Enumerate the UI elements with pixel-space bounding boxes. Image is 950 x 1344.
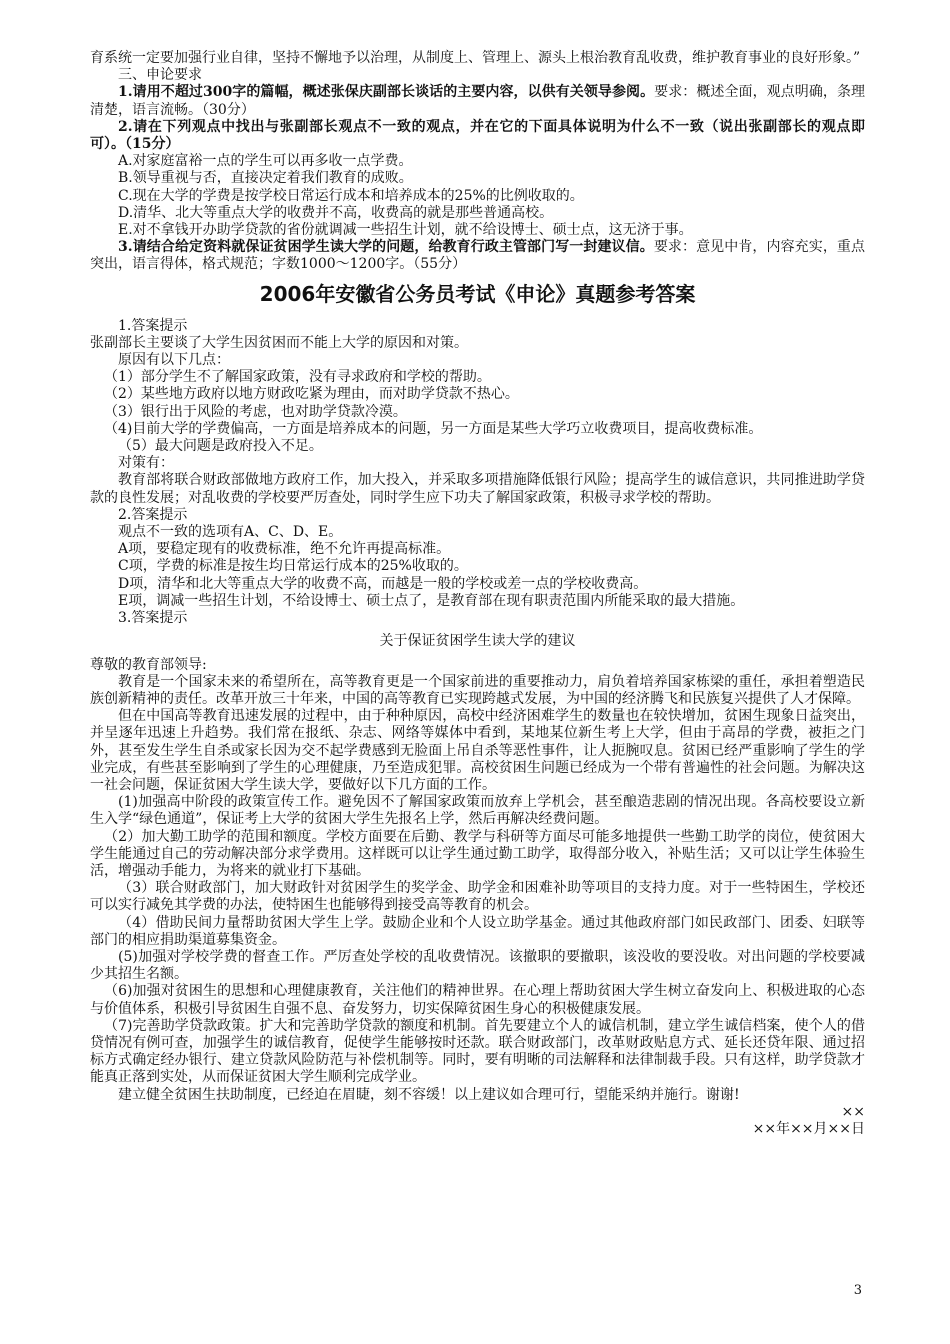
answer-2-item: E项，调减一些招生计划，不给设博士、硕士点了，是教育部在现有职责范围内所能采取的最大措施。 xyxy=(118,592,745,609)
answer-2-item: C项，学费的标准是按生均日常运行成本的25%收取的。 xyxy=(118,558,468,575)
option-b: B.领导重视与否，直接决定着我们教育的成败。 xyxy=(118,170,413,187)
question-1-prompt: 1.请用不超过300字的篇幅，概述张保庆副部长谈话的主要内容，以供有关领导参阅。 xyxy=(118,84,655,101)
answer-title: 2006年安徽省公务员考试《申论》真题参考答案 xyxy=(259,281,696,306)
answer-2-heading: 2.答案提示 xyxy=(118,506,188,523)
reason-item: （3）银行出于风险的考虑，也对助学贷款冷漠。 xyxy=(104,403,407,420)
reason-item: （1）部分学生不了解国家政策，没有寻求政府和学校的帮助。 xyxy=(104,369,491,386)
answer-1-paragraph: 教育部将联合财政部做地方政府工作，加大投入，并采取多项措施降低银行风险；提高学生的诚信意识，共同推进助学贷款的良性发展；对乱收费的学校要严厉查处，同时学生应下功夫了解国家政策，积极寻求学校的帮助。 xyxy=(90,472,865,506)
question-3-requirements: 要求：意见中肯，内容充实，重点突出，语言得体，格式规范；字数1000～1200字。（55分） xyxy=(90,239,865,273)
letter-salutation: 尊敬的教育部领导: xyxy=(90,656,207,673)
body-paragraph: 育系统一定要加强行业自律，坚持不懈地予以治理，从制度上、管理上、源头上根治教育乱收费，维护教育事业的良好形象。” xyxy=(90,50,861,66)
answer-2-item: D项，清华和北大等重点大学的收费不高，而越是一般的学校或差一点的学校收费高。 xyxy=(118,575,648,592)
answer-1-line: 张副部长主要谈了大学生因贫困而不能上大学的原因和对策。 xyxy=(90,334,468,351)
option-a: A.对家庭富裕一点的学生可以再多收一点学费。 xyxy=(118,153,413,170)
reason-item: （4)目前大学的学费偏高，一方面是培养成本的问题，另一方面是某些大学巧立收费项目，提高收费标准。 xyxy=(104,420,763,437)
question-1-requirements: 要求：概述全面，观点明确，条理清楚，语言流畅。（30分） xyxy=(90,84,866,118)
answer-3-heading: 3.答案提示 xyxy=(118,610,188,627)
letter-paragraph: 但在中国高等教育迅速发展的过程中，由于种种原因，高校中经济困难学生的数量也在较快增加，贫困生现象日益突出，并呈逐年迅速上升趋势。我们常在报纸、杂志、网络等媒体中看到，某地某位新生考上大学，但由于高昂的学费，被拒之门外，甚至发生学生自杀或家长因为交不起学费感到无脸面上吊自杀等恶性事件，让人扼腕叹息。贫困已经严重影响了学生的学业完成，有些甚至影响到了学生的心理健康，乃至造成犯罪。高校贫困生问题已经成为一个带有普遍性的社会问题。为解决这一社会问题，保证贫困大学生读大学，要做好以下几方面的工作。 xyxy=(90,708,865,793)
suggestion-item: （2）加大勤工助学的范围和额度。学校方面要在后勤、教学与科研等方面尽可能多地提供一些勤工助学的岗位，使贫困大学生能通过自己的劳动解决部分求学费用。这样既可以让学生通过勤工助学，取得部分收入，补贴生活；又可以让学生体验生活，增强动手能力，为将来的就业打下基础。 xyxy=(90,828,865,879)
suggestion-item: （6)加强对贫困生的思想和心理健康教育，关注他们的精神世界。在心理上帮助贫困大学生树立奋发向上、积极进取的心态与价值体系，积极引导贫困生自强不息、奋发努力，切实保障贫困生身心的积极健康发展。 xyxy=(90,983,865,1017)
letter-signature: ×× xyxy=(841,1103,865,1120)
answer-2-line: 观点不一致的选项有A、C、D、E。 xyxy=(118,524,343,541)
suggestion-item: （3）联合财政部门，加大财政针对贫困学生的奖学金、助学金和困难补助等项目的支持力度。对于一些特困生，学校还可以实行减免其学费的办法，使特困生也能够得到接受高等教育的机会。 xyxy=(90,880,865,914)
question-3-prompt: 3.请结合给定资料就保证贫困学生读大学的问题，给教育行政主管部门写一封建议信。 xyxy=(118,239,654,256)
question-1 xyxy=(90,84,865,118)
answer-1-line: 原因有以下几点： xyxy=(118,352,230,369)
question-2: 2.请在下列观点中找出与张副部长观点不一致的观点，并在它的下面具体说明为什么不一致（说出张副部长的观点即可）。（15分） xyxy=(90,118,865,153)
option-d: D.清华、北大等重点大学的收费并不高，收费高的就是那些普通高校。 xyxy=(118,204,554,221)
letter-paragraph: 教育是一个国家未来的希望所在，高等教育更是一个国家前进的重要推动力，肩负着培养国家栋梁的重任，承担着塑造民族创新精神的责任。改革开放三十年来，中国的高等教育已实现跨越式发展，为中国的经济腾飞和民族复兴提供了人才保障。 xyxy=(90,673,865,707)
answer-1-line: 对策有： xyxy=(118,455,174,472)
option-c: C.现在大学的学费是按学校日常运行成本和培养成本的25%的比例收取的。 xyxy=(118,187,584,204)
letter-closing: 建立健全贫困生扶助制度，已经迫在眉睫，刻不容缓！以上建议如合理可行，望能采纳并施行。谢谢! xyxy=(118,1086,740,1103)
suggestion-item: （4）借助民间力量帮助贫困大学生上学。鼓励企业和个人设立助学基金。通过其他政府部门如民政部门、团委、妇联等部门的相应捐助渠道募集资金。 xyxy=(90,914,865,948)
page-number: 3 xyxy=(853,1283,862,1298)
suggestion-item: (1)加强高中阶段的政策宣传工作。避免因不了解国家政策而放弃上学机会，甚至酿造悲剧的情况出现。各高校要设立新生入学“绿色通道”，保证考上大学的贫困大学生先报名上学，然后再解决经费问题。 xyxy=(90,794,865,828)
section-heading: 三、申论要求 xyxy=(118,67,202,84)
question-3 xyxy=(90,239,865,273)
letter-title: 关于保证贫困学生读大学的建议 xyxy=(379,633,576,650)
option-e: E.对不拿钱开办助学贷款的省份就调减一些招生计划，就不给设博士、硕士点，这无济于事。 xyxy=(118,222,693,239)
suggestion-item: (5)加强对学校学费的督查工作。严厉查处学校的乱收费情况。该撤职的要撤职，该没收的要没收。对出问题的学校要减少其招生名额。 xyxy=(90,948,865,983)
reason-item: （2）某些地方政府以地方财政吃紧为理由，而对助学贷款不热心。 xyxy=(104,386,519,403)
answer-2-item: A项，要稳定现有的收费标准，绝不允许再提高标准。 xyxy=(118,541,451,558)
answer-1-heading: 1.答案提示 xyxy=(118,317,188,334)
document-page xyxy=(90,50,865,1138)
reason-item: （5）最大问题是政府投入不足。 xyxy=(118,438,323,455)
suggestion-item: （7)完善助学贷款政策。扩大和完善助学贷款的额度和机制。首先要建立个人的诚信机制，建立学生诚信档案，使个人的借贷情况有例可查，加强学生的诚信教育，促使学生能够按时还款。联合财政部门，改革财政贴息方式、延长还贷年限、通过招标方式确定经办银行、建立贷款风险防范与补偿机制等。同时，要有明晰的司法解释和法律制裁手段。只有这样，助学贷款才能真正落到实处，从而保证贫困大学生顺利完成学业。 xyxy=(90,1017,865,1086)
letter-date: ××年××月××日 xyxy=(752,1120,865,1137)
